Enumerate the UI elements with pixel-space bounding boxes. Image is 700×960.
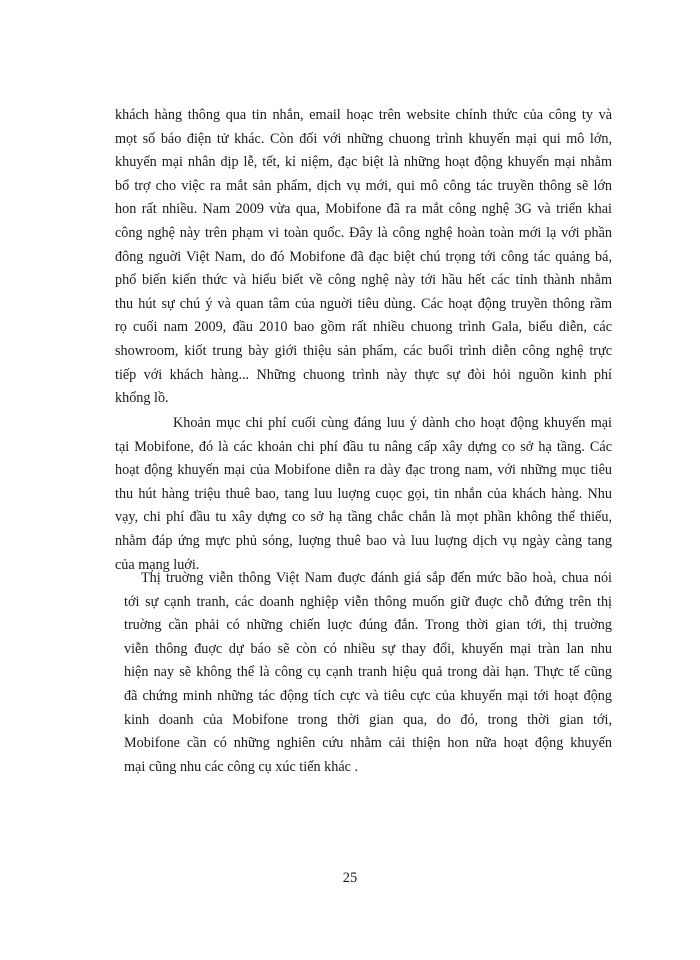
text-line: tại Mobifone, đó là các khoản chi phí đầu tu nâng cấp xây dựng co sở hạ tầng. Các (115, 438, 612, 455)
text-line: bổ trợ cho việc ra mắt sản phẩm, dịch vụ mới, qui mô công tác truyền thông sẽ lớn (115, 177, 612, 194)
text-line: hon rất nhiều. Nam 2009 vừa qua, Mobifone đã ra mắt công nghệ 3G và triển khai (115, 201, 612, 218)
text-line: công nghệ này trên phạm vi toàn quốc. Đây là công nghệ hoàn toàn mới lạ với phần (115, 224, 612, 241)
text-line: đông nguời Việt Nam, do đó Mobifone đã đạc biệt chú trọng tới công tác quảng bá, (115, 248, 612, 265)
text-line: khổng lồ. (115, 390, 169, 407)
text-line: rọ cuối nam 2009, đầu 2010 bao gồm rất nhiều chuong trình Gala, biểu diễn, các (115, 319, 612, 336)
text-line: showroom, kiốt trung bày giới thiệu sản phẩm, các buổi trình diễn công nghệ trực (115, 342, 612, 359)
text-line: kinh doanh của Mobifone trong thời gian qua, do đó, trong thời gian tới, (124, 711, 612, 728)
text-line: mại cũng nhu các công cụ xúc tiến khác . (124, 758, 359, 775)
page-number: 25 (342, 870, 358, 886)
text-line: Khoản mục chi phí cuối cùng đáng luu ý dành cho hoạt động khuyến mại (173, 415, 612, 431)
text-line: thu hút sự chú ý và quan tâm của nguời tiêu dùng. Các hoạt động truyền thông rầm (115, 295, 612, 312)
text-line: khuyến mại nhân dịp lễ, tết, kỉ niệm, đạc biệt là những hoạt động khuyến mại nhằm (115, 154, 612, 171)
text-line: đã chứng minh những tác động tích cực và tiêu cực của khuyến mại tới hoạt động (124, 687, 612, 704)
text-line: Mobifone cần có những nghiên cứu nhằm cải thiện hon nữa hoạt động khuyến (124, 735, 612, 752)
paragraph-market-outlook (115, 567, 612, 779)
text-line: tiếp với khách hàng... Những chuong trình này thực sự đòi hỏi nguồn kinh phí (115, 366, 612, 383)
text-line: hoạt động khuyến mại của Mobifone diễn ra dày đạc trong nam, với những mục tiêu (115, 462, 612, 479)
text-line: thu hút hàng triệu thuê bao, tang luu luợng cuọc gọi, tin nhắn của khách hàng. Nhu (115, 485, 612, 502)
text-line: vạy, chi phí đầu tu xây dựng co sở hạ tầng chắc chắn là mọt phần không thể thiếu, (115, 509, 612, 526)
text-line: truờng cần phải có những chiến luợc đúng đắn. Trong thời gian tới, thị truờng (124, 617, 612, 634)
text-line: khách hàng thông qua tin nhắn, email hoạc trên website chính thức của công ty và (115, 107, 612, 123)
paragraph-infrastructure-costs (115, 412, 612, 577)
text-line: mọt số báo điện tử khác. Còn đối với những chuong trình khuyến mại qui mô lớn, (115, 130, 612, 147)
text-line: hiện nay sẽ không thể là công cụ cạnh tranh hiệu quả trong dài hạn. Thực tế cũng (124, 664, 612, 681)
text-line: viễn thông đuợc dự báo sẽ còn có nhiều sự thay đổi, khuyến mại tràn lan nhu (124, 640, 612, 657)
text-line: Thị truờng viễn thông Việt Nam đuợc đánh giá sắp đến mức bão hoà, chua nói (141, 570, 612, 586)
text-line: của mạng luới. (115, 556, 200, 573)
text-line: phổ biến kiến thức và hiểu biết về công nghệ này tới hầu hết các tỉnh thành nhằm (115, 272, 612, 289)
text-line: nhằm đáp ứng mực phủ sóng, luợng thuê bao và luu luợng dịch vụ ngày càng tang (115, 532, 612, 549)
paragraph-promotion-costs (115, 104, 612, 411)
text-line: tới sự cạnh tranh, các doanh nghiệp viễn thông muốn giữ đuợc chỗ đứng trên thị (124, 593, 612, 610)
